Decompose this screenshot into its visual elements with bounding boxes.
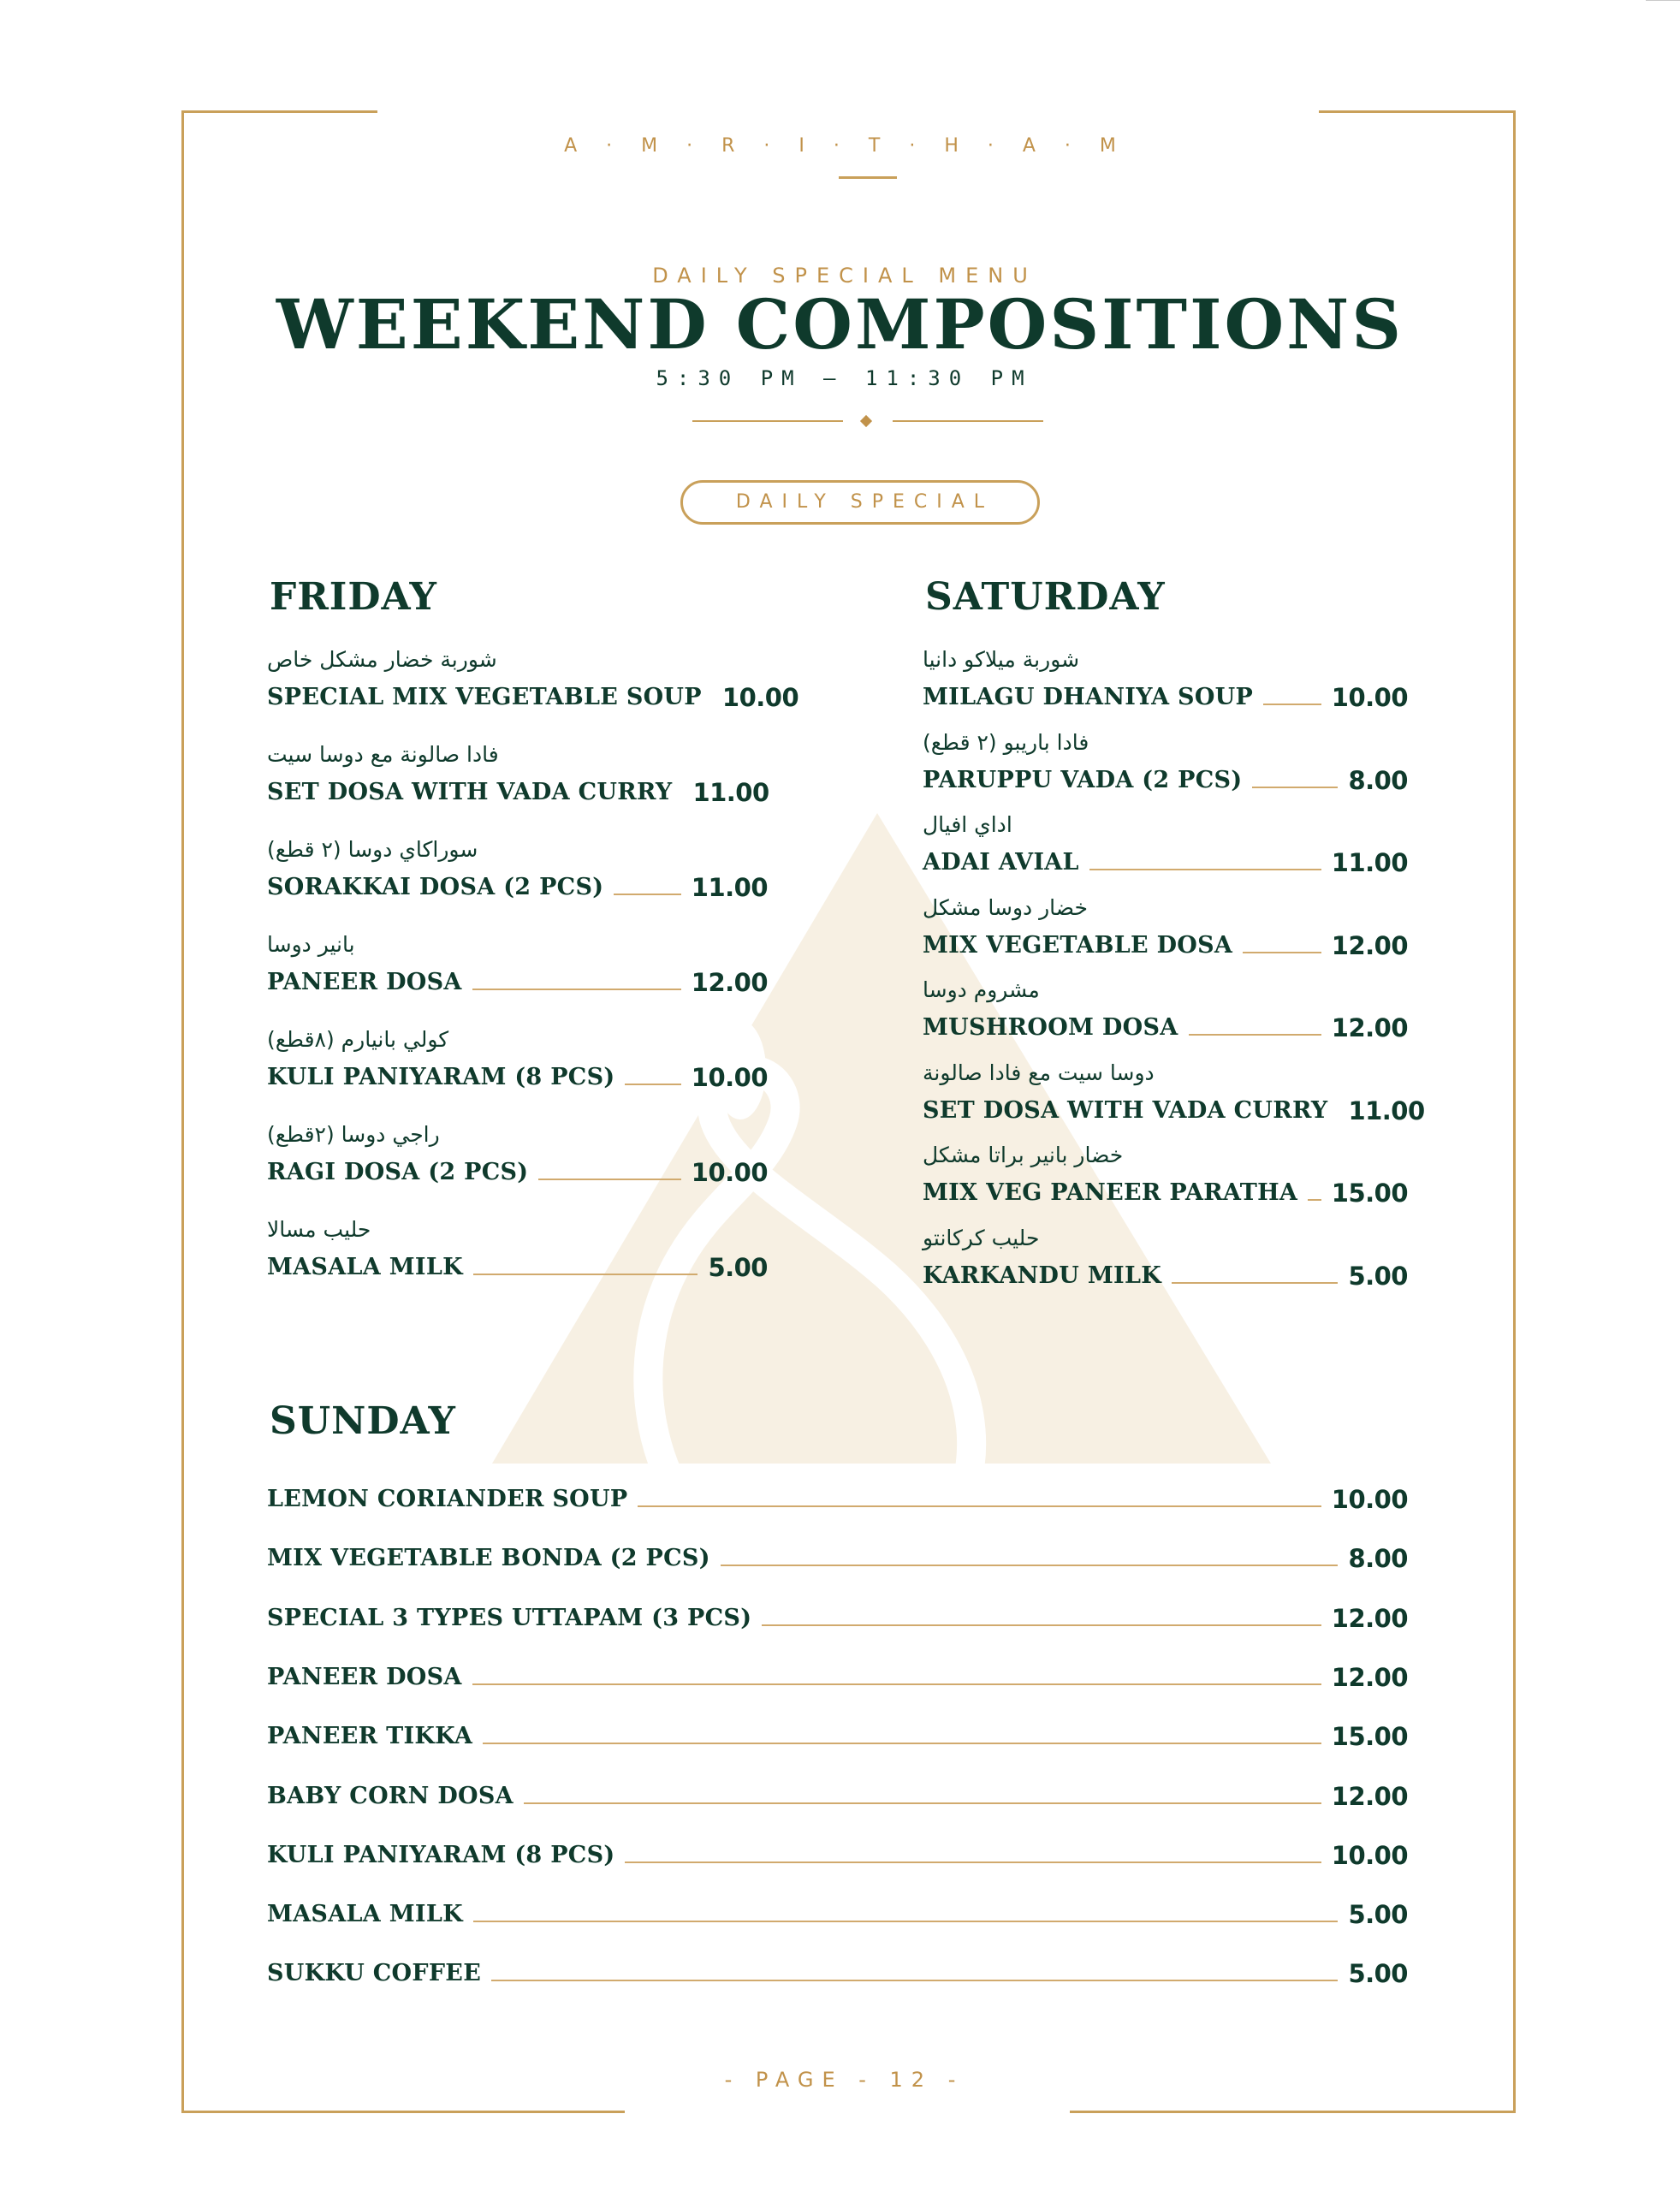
item-name: RAGI DOSA (2 PCS) [267, 1159, 529, 1185]
menu-item [923, 895, 1408, 964]
item-price: 12.00 [1331, 1013, 1408, 1042]
item-name: PANEER DOSA [267, 1663, 462, 1690]
item-price: 10.00 [721, 683, 799, 712]
item-name: SORAKKAI DOSA (2 PCS) [267, 874, 604, 900]
menu-item [267, 1604, 1408, 1638]
dotted-leader [491, 1980, 1338, 1981]
item-name: MASALA MILK [267, 1901, 463, 1928]
menu-title: WEEKEND COMPOSITIONS [276, 284, 1404, 365]
item-arabic-name: حليب مسالا [267, 1217, 371, 1242]
item-price: 12.00 [1331, 1662, 1408, 1692]
menu-item [267, 1544, 1408, 1578]
dotted-leader [614, 894, 680, 895]
friday-heading: FRIDAY [270, 575, 437, 619]
menu-item [923, 730, 1408, 799]
item-name: MIX VEGETABLE BONDA (2 PCS) [267, 1545, 710, 1572]
item-price: 10.00 [1331, 1840, 1408, 1870]
dotted-leader [472, 1683, 1321, 1685]
item-name: PANEER DOSA [267, 969, 462, 995]
menu-item [923, 977, 1408, 1046]
item-price: 11.00 [691, 873, 768, 902]
item-name: LEMON CORIANDER SOUP [267, 1486, 628, 1512]
dotted-leader [1308, 1199, 1321, 1201]
item-price: 10.00 [691, 1158, 768, 1187]
item-name: PARUPPU VADA (2 PCS) [923, 766, 1243, 793]
menu-item [267, 1900, 1408, 1934]
item-arabic-name: سوراكاي دوسا (٢ قطع) [267, 837, 478, 862]
item-price: 5.00 [1348, 1900, 1408, 1930]
item-arabic-name: كولي بانيارم (٨قطع) [267, 1027, 449, 1052]
diamond-icon [860, 415, 872, 427]
menu-item [267, 1841, 1408, 1875]
item-price: 11.00 [692, 778, 769, 807]
item-name: SET DOSA WITH VADA CURRY [923, 1096, 1328, 1124]
dotted-leader [625, 1861, 1321, 1863]
dotted-leader [1089, 869, 1321, 870]
item-name: ADAI AVIAL [923, 849, 1079, 876]
item-price: 11.00 [1348, 1096, 1425, 1125]
daily-special-badge: DAILY SPECIAL [680, 480, 1040, 525]
menu-item [923, 812, 1408, 881]
menu-item [267, 1217, 768, 1286]
item-arabic-name: مشروم دوسا [923, 977, 1040, 1002]
menu-item [267, 742, 768, 810]
item-name: BABY CORN DOSA [267, 1782, 513, 1809]
item-name: SPECIAL 3 TYPES UTTAPAM (3 PCS) [267, 1604, 752, 1631]
menu-item [267, 1722, 1408, 1756]
item-price: 11.00 [1331, 848, 1408, 877]
menu-item [923, 1226, 1408, 1294]
dotted-leader [472, 989, 681, 990]
menu-item [267, 1782, 1408, 1816]
dotted-leader [1189, 1034, 1321, 1036]
dotted-leader [483, 1743, 1321, 1744]
menu-item [923, 1060, 1425, 1129]
item-name: KULI PANIYARAM (8 PCS) [267, 1841, 615, 1868]
item-name: MILAGU DHANIYA SOUP [923, 684, 1254, 710]
item-price: 8.00 [1348, 1544, 1408, 1574]
page-number: - PAGE - 12 - [724, 2068, 965, 2092]
item-name: SUKKU COFFEE [267, 1960, 482, 1987]
brand-name: A·M·R·I·T·H·A·M [564, 135, 1145, 157]
item-arabic-name: اداي افيال [923, 812, 1012, 837]
item-arabic-name: حليب كركانتو [923, 1225, 1040, 1250]
menu-item [923, 647, 1408, 715]
menu-subtitle: DAILY SPECIAL MENU [652, 264, 1037, 288]
item-price: 8.00 [1348, 765, 1408, 795]
item-name: KULI PANIYARAM (8 PCS) [267, 1064, 615, 1090]
menu-item [923, 1143, 1408, 1211]
item-arabic-name: خضار بانير براتا مشكل [923, 1143, 1124, 1167]
item-name: KARKANDU MILK [923, 1262, 1161, 1289]
item-price: 15.00 [1331, 1179, 1408, 1208]
menu-item [267, 1485, 1408, 1519]
dotted-leader [638, 1505, 1321, 1507]
item-arabic-name: دوسا سيت مع فادا صالونة [923, 1060, 1155, 1085]
saturday-heading: SATURDAY [925, 575, 1166, 619]
dotted-leader [762, 1624, 1321, 1626]
item-arabic-name: راجي دوسا (٢قطع) [267, 1122, 440, 1147]
item-price: 12.00 [1331, 1781, 1408, 1811]
item-arabic-name: فادا باريبو (٢ قطع) [923, 729, 1089, 755]
sunday-heading: SUNDAY [270, 1399, 456, 1443]
menu-item [267, 1663, 1408, 1697]
item-name: SPECIAL MIX VEGETABLE SOUP [267, 684, 702, 710]
menu-item [267, 1959, 1408, 1993]
menu-item [267, 647, 799, 715]
dotted-leader [1252, 787, 1338, 788]
menu-hours: 5:30 PM – 11:30 PM [656, 366, 1033, 390]
item-price: 5.00 [708, 1253, 768, 1282]
item-name: SET DOSA WITH VADA CURRY [267, 779, 673, 805]
dotted-leader [473, 1921, 1339, 1922]
menu-item [267, 1122, 768, 1191]
dotted-leader [524, 1802, 1321, 1804]
item-name: PANEER TIKKA [267, 1723, 473, 1750]
menu-item [267, 932, 768, 1000]
dotted-leader [1172, 1282, 1338, 1284]
item-price: 12.00 [1331, 1603, 1408, 1633]
dotted-leader [625, 1084, 680, 1085]
item-arabic-name: شوربة خضار مشكل خاص [267, 647, 497, 672]
item-price: 15.00 [1331, 1722, 1408, 1752]
item-name: MIX VEGETABLE DOSA [923, 931, 1233, 959]
item-price: 5.00 [1348, 1959, 1408, 1989]
menu-item [267, 1027, 768, 1096]
item-arabic-name: شوربة ميلاكو دانيا [923, 647, 1080, 672]
dotted-leader [1263, 704, 1321, 705]
corner-mark [1646, 0, 1680, 1]
item-arabic-name: خضار دوسا مشكل [923, 894, 1088, 920]
item-arabic-name: بانير دوسا [267, 932, 355, 957]
item-name: MUSHROOM DOSA [923, 1014, 1178, 1041]
dotted-leader [721, 1565, 1339, 1566]
item-arabic-name: فادا صالونة مع دوسا سيت [267, 742, 499, 767]
item-price: 5.00 [1348, 1261, 1408, 1291]
item-price: 10.00 [691, 1063, 768, 1092]
item-price: 10.00 [1331, 1485, 1408, 1514]
item-price: 12.00 [691, 968, 768, 997]
menu-item [267, 837, 768, 905]
dotted-leader [1243, 952, 1321, 953]
item-name: MASALA MILK [267, 1254, 463, 1280]
item-price: 12.00 [1331, 930, 1408, 960]
dotted-leader [538, 1179, 680, 1180]
dotted-leader [473, 1274, 698, 1275]
item-price: 10.00 [1331, 683, 1408, 712]
item-name: MIX VEG PANEER PARATHA [923, 1179, 1298, 1206]
brand-underline [839, 176, 897, 179]
